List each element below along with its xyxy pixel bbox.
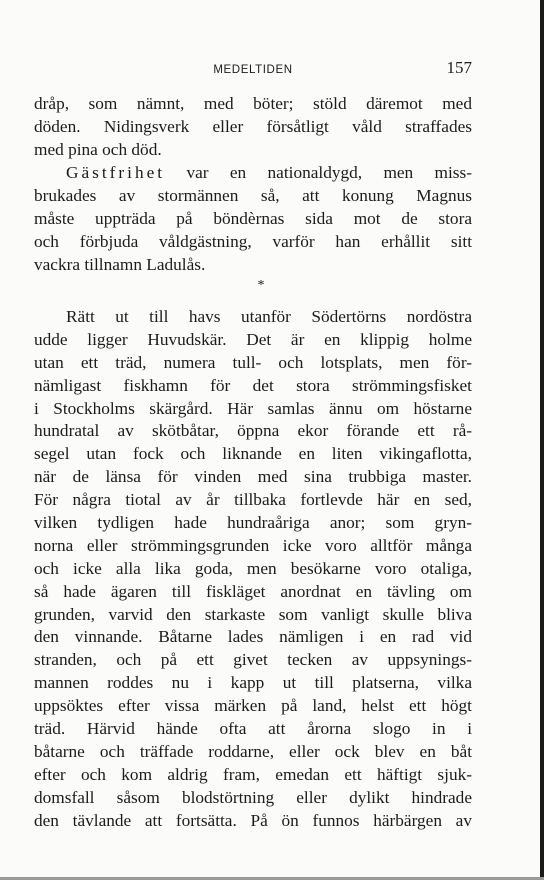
paragraph-2	[34, 162, 472, 276]
text-line: i Stockholms skärgård. Här samlas ännu om höstarne	[34, 398, 472, 418]
text-line: efter och kom aldrig fram, emedan ett häftigt sjuk-	[34, 764, 472, 784]
text-line: utan ett träd, numera tull- och lotsplats, men för-	[34, 352, 472, 372]
paragraph-1	[34, 93, 472, 162]
text-line: För några tiotal av år tillbaka fortlevde här en sed,	[34, 490, 472, 510]
text-line: och icke alla lika goda, men besökarne voro otaliga,	[34, 558, 472, 578]
text-line: träd. Härvid hände ofta att årorna slogo in i	[34, 719, 472, 739]
text-line: båtarne och träffade roddarne, eller ock blev en båt	[34, 741, 472, 761]
text-line: norna eller strömmingsgrunden icke voro alltför många	[34, 535, 472, 555]
paragraph-3	[34, 306, 472, 832]
text-fragment: var en nationaldygd, men miss-	[165, 163, 472, 182]
text-line: med pina och död.	[34, 139, 162, 159]
text-line: vackra tillnamn Ladulås.	[34, 254, 206, 274]
text-line: Rätt ut till havs utanför Södertörns nordöstra	[66, 307, 472, 326]
text-line	[34, 162, 472, 185]
text-line: hundratal av skötbåtar, öppna ekor förande ett rå-	[34, 421, 472, 441]
text-line: nämligast fiskhamn för det stora strömmingsfisket	[34, 375, 472, 395]
text-line: måste uppträda på böndèrnas sida mot de stora	[34, 208, 472, 228]
text-line: så hade ägaren till fiskläget anordnat en tävling om	[34, 581, 472, 601]
text-line: grunden, varvid den starkaste som vanligt skulle bliva	[34, 604, 472, 624]
page-edge-right	[540, 0, 544, 880]
text-line: den vinnande. Båtarne lades nämligen i en rad vid	[34, 627, 472, 647]
text-line: segel utan fock och liknande en liten vikingaflotta,	[34, 444, 472, 464]
page-header	[34, 58, 472, 82]
text-line: när de länsa för vinden med sina trubbiga master.	[34, 467, 472, 487]
text-line: domsfall såsom blodstörtning eller dylikt hindrade	[34, 787, 472, 807]
running-title: MEDELTIDEN	[213, 64, 293, 76]
text-line: stranden, och på ett givet tecken av uppsynings-	[34, 650, 472, 670]
text-line: udde ligger Huvudskär. Det är en klippig holme	[34, 329, 472, 349]
text-line: uppsöktes efter vissa märken på land, helst ett högt	[34, 696, 472, 716]
section-separator: *	[257, 278, 265, 293]
text-line: mannen roddes nu i kapp ut till platserna, vilka	[34, 673, 472, 693]
text-line: döden. Nidingsverk eller försåtligt våld straffades	[34, 116, 472, 136]
text-line: och förbjuda våldgästning, varför han erhållit sitt	[34, 231, 472, 251]
text-line: vilken tydligen hade hundraåriga anor; som gryn-	[34, 513, 472, 533]
emphasized-word: Gästfrihet	[66, 163, 166, 182]
text-line: den tävlande att fortsätta. På ön funnos härbärgen av	[34, 810, 472, 830]
page-number: 157	[446, 58, 472, 77]
text-line: brukades av stormännen så, att konung Magnus	[34, 185, 472, 205]
text-line: dråp, som nämnt, med böter; stöld däremot med	[34, 94, 472, 113]
